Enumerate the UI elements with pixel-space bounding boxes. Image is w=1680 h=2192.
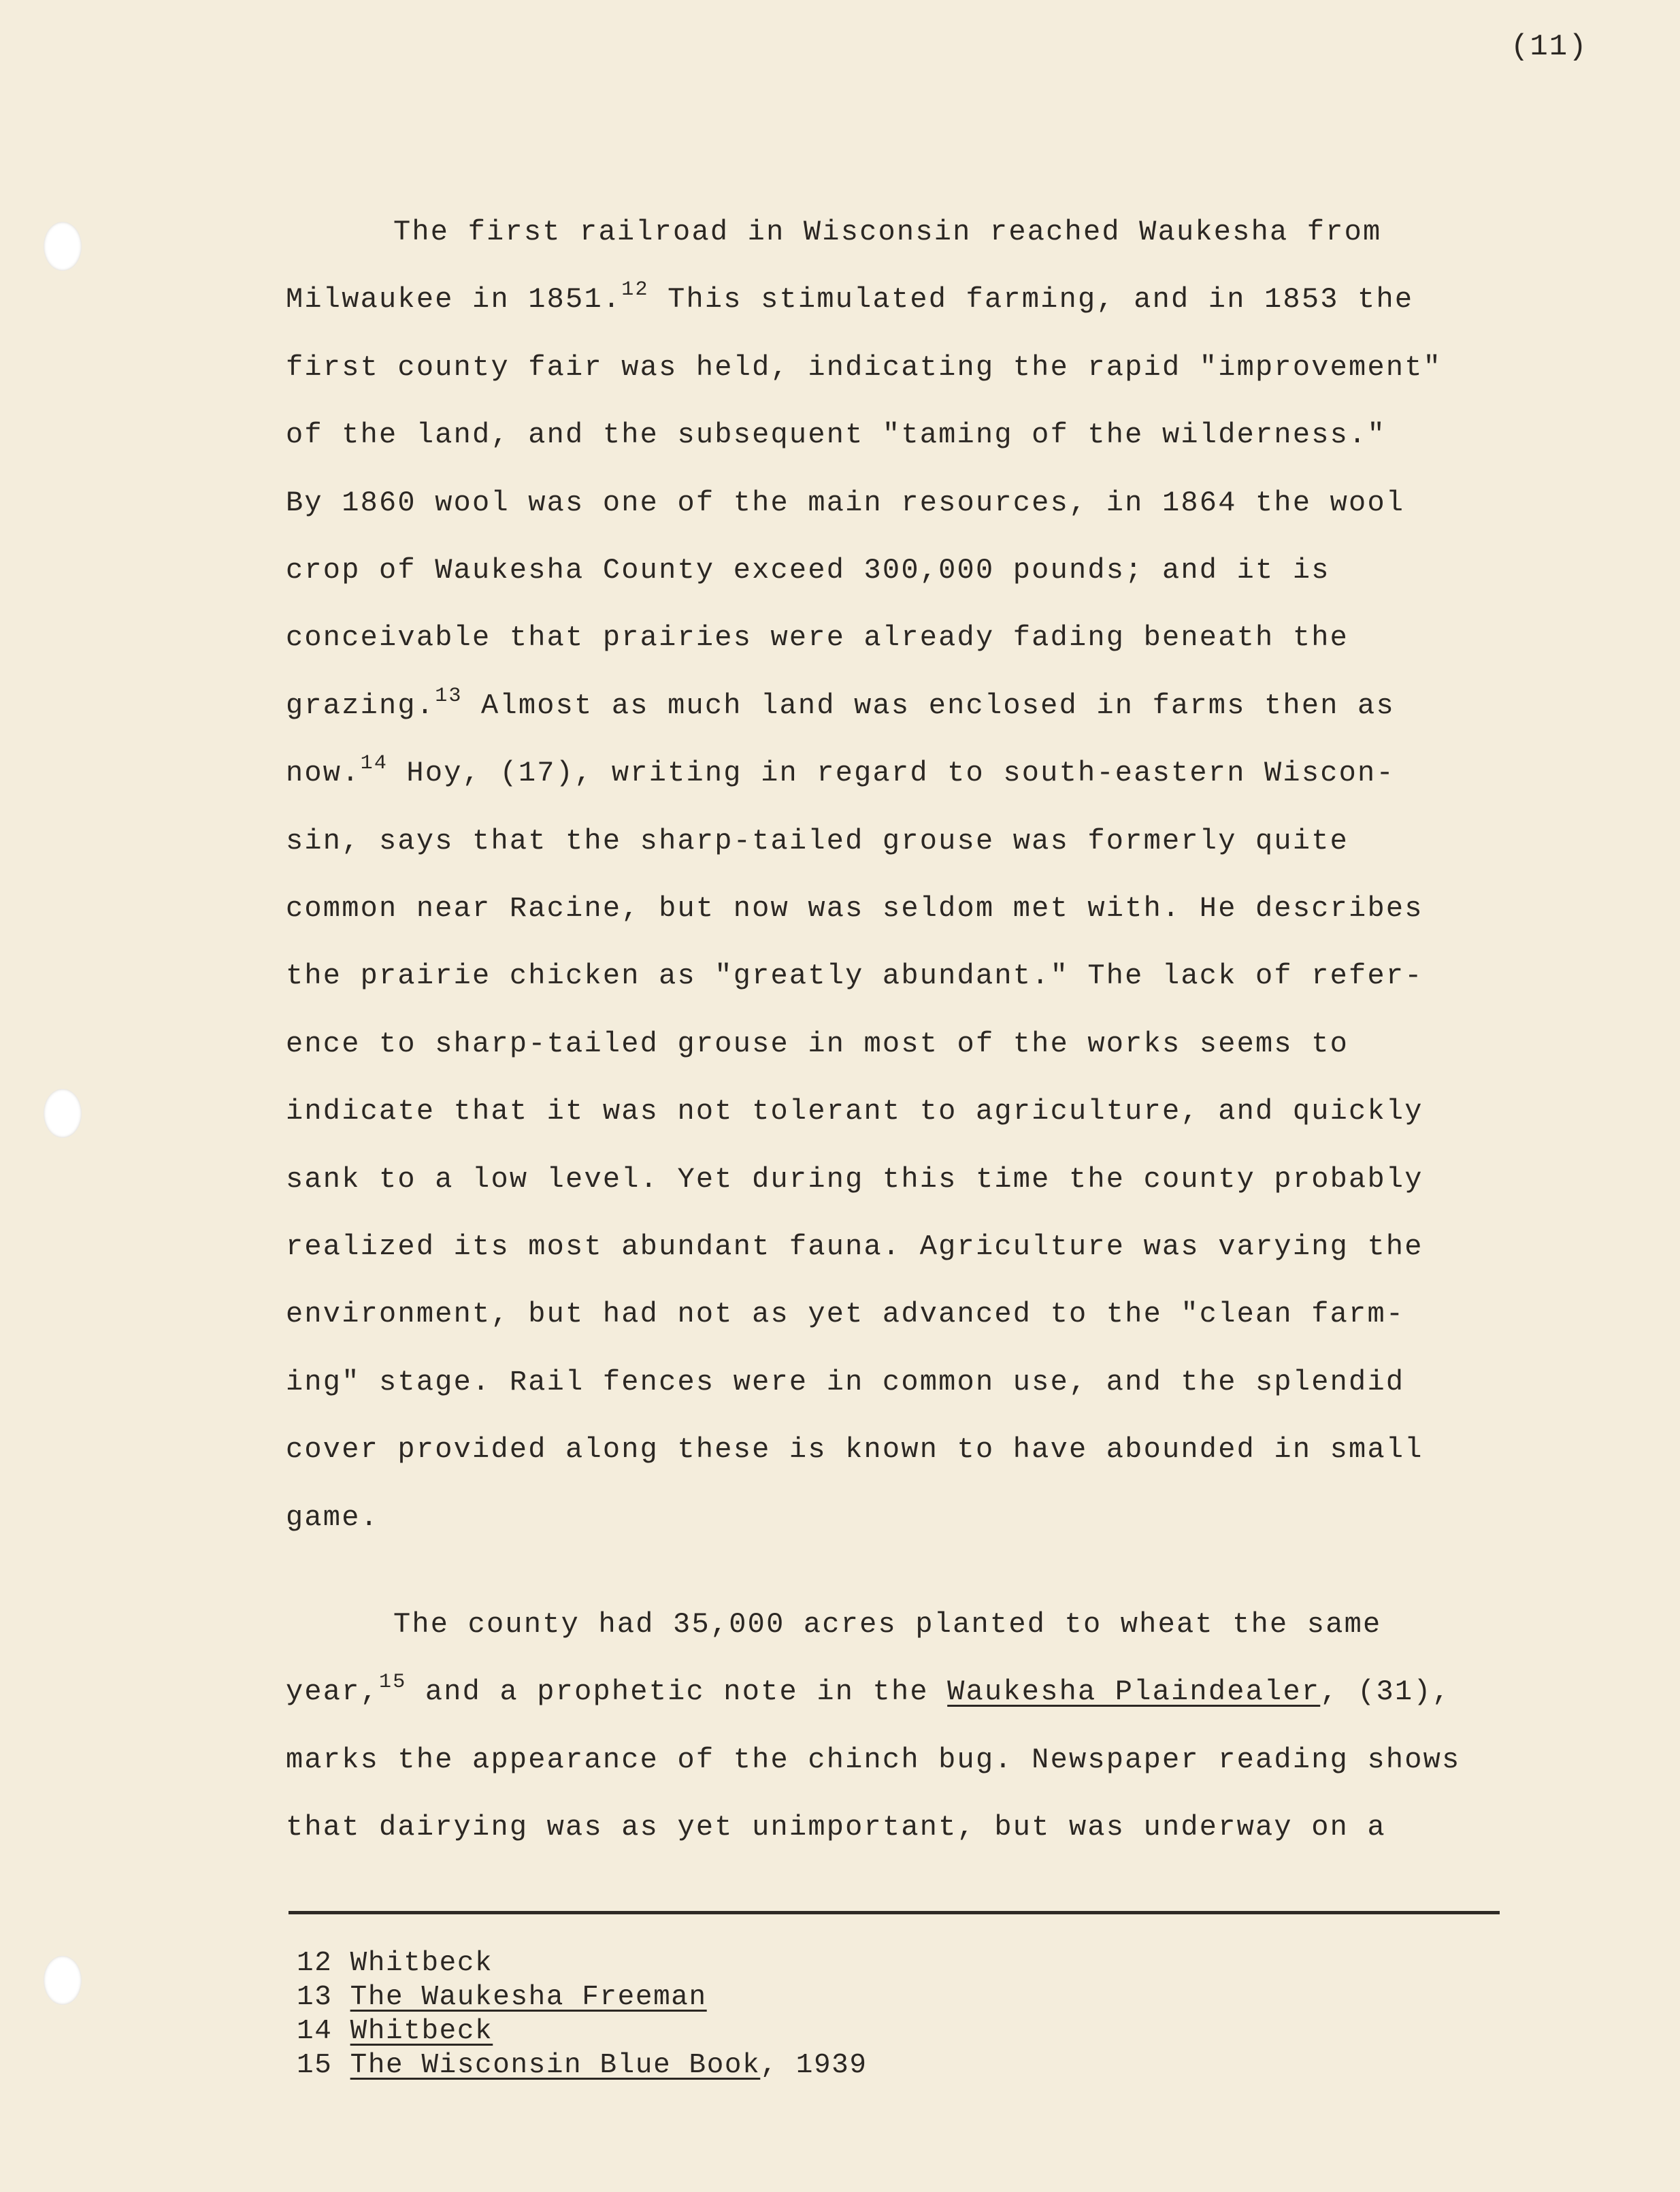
- page-number: (11): [1511, 30, 1588, 64]
- line-text: , (31),: [1320, 1675, 1451, 1709]
- paragraph-2-line: The county had 35,000 acres planted to wheat the same: [393, 1608, 1382, 1641]
- line-text: This stimulated farming, and in 1853 the: [648, 283, 1414, 316]
- footnote-entry: [297, 1980, 707, 2014]
- paragraph-1-line: crop of Waukesha County exceed 300,000 pounds; and it is: [286, 554, 1330, 587]
- footnote-number: 14: [297, 2016, 350, 2047]
- paragraph-1-line: cover provided along these is known to have abounded in small: [286, 1433, 1423, 1467]
- paragraph-1-line: first county fair was held, indicating the rapid "improvement": [286, 350, 1443, 384]
- paragraph-1-line: common near Racine, but now was seldom met with. He describes: [286, 892, 1423, 925]
- line-text: year,: [286, 1675, 380, 1709]
- punch-hole-bottom: [44, 1956, 82, 2005]
- paragraph-1-line: sank to a low level. Yet during this time the county probably: [286, 1162, 1423, 1196]
- footnote-title: Whitbeck: [350, 2016, 493, 2047]
- paragraph-1-line: conceivable that prairies were already fading beneath the: [286, 621, 1349, 655]
- footnote-entry: [297, 2014, 493, 2048]
- paragraph-1-line: [286, 752, 1395, 790]
- footnote-separator-rule: [289, 1911, 1500, 1914]
- paragraph-1-line: [286, 278, 1414, 316]
- paragraph-1-line: game.: [286, 1501, 380, 1534]
- paragraph-1-line: of the land, and the subsequent "taming of the wilderness.": [286, 419, 1386, 452]
- footnote-number: 15: [297, 2050, 350, 2081]
- footnote-title: The Waukesha Freeman: [350, 1982, 707, 2013]
- line-text: Hoy, (17), writing in regard to south-eastern Wiscon-: [388, 757, 1395, 790]
- footnote-number: 12: [297, 1948, 350, 1979]
- footnote-reference: 15: [379, 1671, 407, 1695]
- paragraph-1-line: realized its most abundant fauna. Agriculture was varying the: [286, 1230, 1423, 1263]
- footnote-reference: 14: [360, 752, 389, 776]
- punch-hole-middle: [44, 1089, 82, 1138]
- paragraph-1-line: The first railroad in Wisconsin reached Waukesha from: [393, 216, 1382, 248]
- paragraph-1-line: [286, 684, 1395, 723]
- paragraph-1-line: indicate that it was not tolerant to agriculture, and quickly: [286, 1095, 1423, 1128]
- line-text: grazing.: [286, 689, 435, 722]
- footnote-entry: [297, 1946, 493, 1980]
- paragraph-2-line: [286, 1671, 1451, 1709]
- line-text: Almost as much land was enclosed in farms then as: [462, 689, 1395, 722]
- underlined-title: Waukesha Plaindealer: [947, 1675, 1321, 1709]
- paragraph-1-line: By 1860 wool was one of the main resources, in 1864 the wool: [286, 486, 1405, 519]
- line-text: and a prophetic note in the: [406, 1675, 948, 1709]
- footnote-number: 13: [297, 1982, 350, 2013]
- footnote-reference: 13: [435, 684, 463, 708]
- line-text: now.: [286, 757, 361, 790]
- paragraph-1-line: the prairie chicken as "greatly abundant." The lack of refer-: [286, 960, 1423, 993]
- punch-hole-top: [44, 222, 82, 271]
- footnote-suffix: , 1939: [760, 2050, 868, 2081]
- footnote-text: Whitbeck: [350, 1948, 493, 1979]
- footnote-reference: 12: [621, 278, 649, 302]
- paragraph-1-line: ence to sharp-tailed grouse in most of the works seems to: [286, 1027, 1349, 1060]
- paragraph-1-line: ing" stage. Rail fences were in common use, and the splendid: [286, 1365, 1405, 1398]
- paragraph-2-line: marks the appearance of the chinch bug. Newspaper reading shows: [286, 1743, 1461, 1776]
- line-text: Milwaukee in 1851.: [286, 283, 622, 316]
- paragraph-1-line: sin, says that the sharp-tailed grouse was formerly quite: [286, 824, 1349, 857]
- footnote-title: The Wisconsin Blue Book: [350, 2050, 761, 2081]
- footnote-entry: [297, 2048, 868, 2082]
- paragraph-1-line: environment, but had not as yet advanced to the "clean farm-: [286, 1298, 1405, 1331]
- paragraph-2-line: that dairying was as yet unimportant, but was underway on a: [286, 1811, 1386, 1844]
